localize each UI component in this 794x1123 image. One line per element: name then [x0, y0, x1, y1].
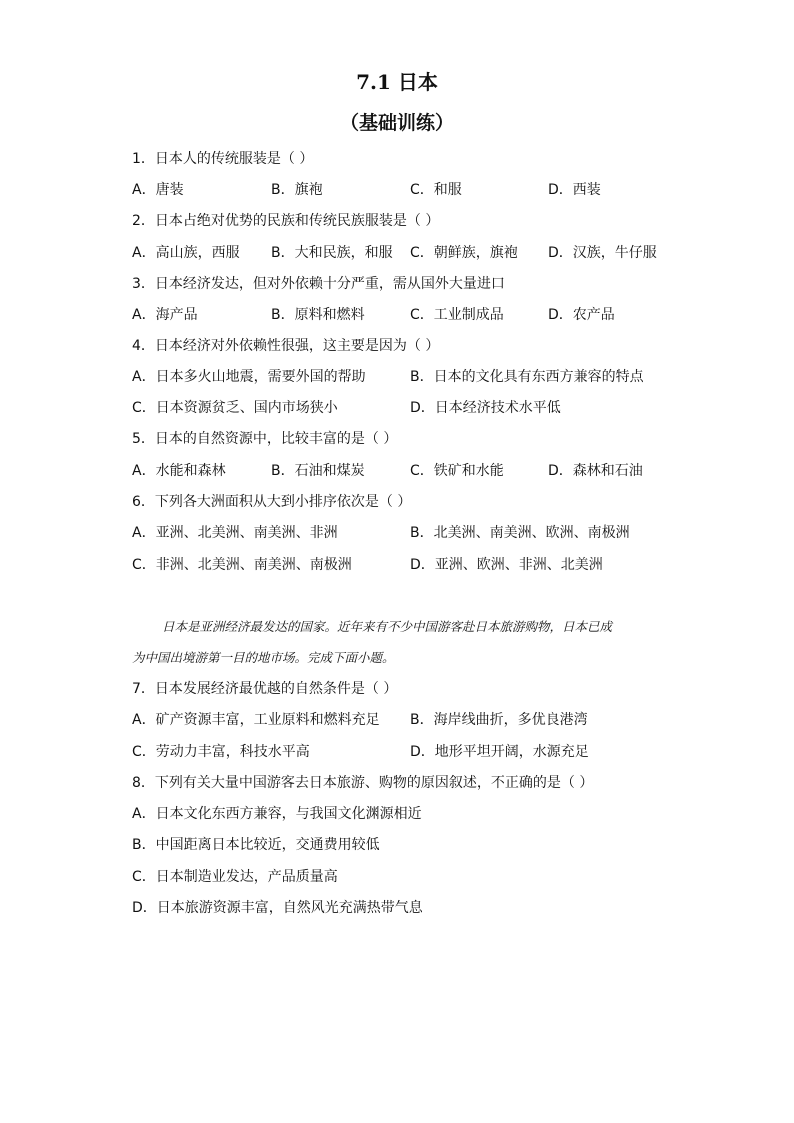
question-2-option-b: B．大和民族，和服 [271, 245, 393, 261]
page-title: 7.1 日本 [356, 70, 438, 94]
question-8-stem: 8．下列有关大量中国游客去日本旅游、购物的原因叙述，不正确的是（ ） [132, 775, 594, 791]
question-4-option-c: C．日本资源贫乏、国内市场狭小 [132, 400, 338, 416]
question-6-option-d: D．亚洲、欧洲、非洲、北美洲 [410, 557, 603, 573]
question-6-stem: 6．下列各大洲面积从大到小排序依次是（ ） [132, 494, 412, 510]
question-1-option-b: B．旗袍 [271, 182, 323, 198]
question-2-stem: 2．日本占绝对优势的民族和传统民族服装是（ ） [132, 213, 440, 229]
question-4-option-d: D．日本经济技术水平低 [410, 400, 561, 416]
page-subtitle: （基础训练） [339, 112, 454, 134]
question-6-option-c: C．非洲、北美洲、南美洲、南极洲 [132, 557, 352, 573]
question-7-option-c: C．劳动力丰富，科技水平高 [132, 744, 310, 760]
question-4-option-b: B．日本的文化具有东西方兼容的特点 [410, 369, 644, 385]
question-5-option-d: D．森林和石油 [548, 463, 643, 479]
question-5-option-c: C．铁矿和水能 [410, 463, 504, 479]
question-7-option-b: B．海岸线曲折，多优良港湾 [410, 712, 588, 728]
question-6-option-a: A．亚洲、北美洲、南美洲、非洲 [132, 525, 338, 541]
question-4-stem: 4．日本经济对外依赖性很强，这主要是因为（ ） [132, 338, 440, 354]
question-8-option-b: B．中国距离日本比较近，交通费用较低 [132, 837, 380, 853]
question-1-option-d: D．西装 [548, 182, 601, 198]
passage-line-1: 日本是亚洲经济最发达的国家。近年来有不少中国游客赴日本旅游购物，日本已成 [162, 619, 613, 634]
question-8-option-a: A．日本文化东西方兼容，与我国文化渊源相近 [132, 806, 422, 822]
question-1-option-c: C．和服 [410, 182, 462, 198]
question-3-option-c: C．工业制成品 [410, 307, 504, 323]
question-2-option-d: D．汉族，牛仔服 [548, 245, 657, 261]
question-7-stem: 7．日本发展经济最优越的自然条件是（ ） [132, 681, 398, 697]
question-5-option-b: B．石油和煤炭 [271, 463, 365, 479]
question-7-option-a: A．矿产资源丰富，工业原料和燃料充足 [132, 712, 380, 728]
question-3-option-b: B．原料和燃料 [271, 307, 365, 323]
question-8-option-c: C．日本制造业发达，产品质量高 [132, 869, 338, 885]
question-5-stem: 5．日本的自然资源中，比较丰富的是（ ） [132, 431, 398, 447]
question-6-option-b: B．北美洲、南美洲、欧洲、南极洲 [410, 525, 630, 541]
question-7-option-d: D．地形平坦开阔，水源充足 [410, 744, 589, 760]
question-1-option-a: A．唐装 [132, 182, 184, 198]
question-3-option-d: D．农产品 [548, 307, 615, 323]
question-2-option-a: A．高山族，西服 [132, 245, 240, 261]
question-3-stem: 3．日本经济发达，但对外依赖十分严重，需从国外大量进口 [132, 276, 505, 292]
question-3-option-a: A．海产品 [132, 307, 198, 323]
question-1-stem: 1．日本人的传统服装是（ ） [132, 151, 314, 167]
passage-line-2: 为中国出境游第一目的地市场。完成下面小题。 [132, 650, 395, 665]
question-2-option-c: C．朝鲜族，旗袍 [410, 245, 518, 261]
question-5-option-a: A．水能和森林 [132, 463, 226, 479]
question-4-option-a: A．日本多火山地震，需要外国的帮助 [132, 369, 366, 385]
question-8-option-d: D．日本旅游资源丰富，自然风光充满热带气息 [132, 900, 423, 916]
